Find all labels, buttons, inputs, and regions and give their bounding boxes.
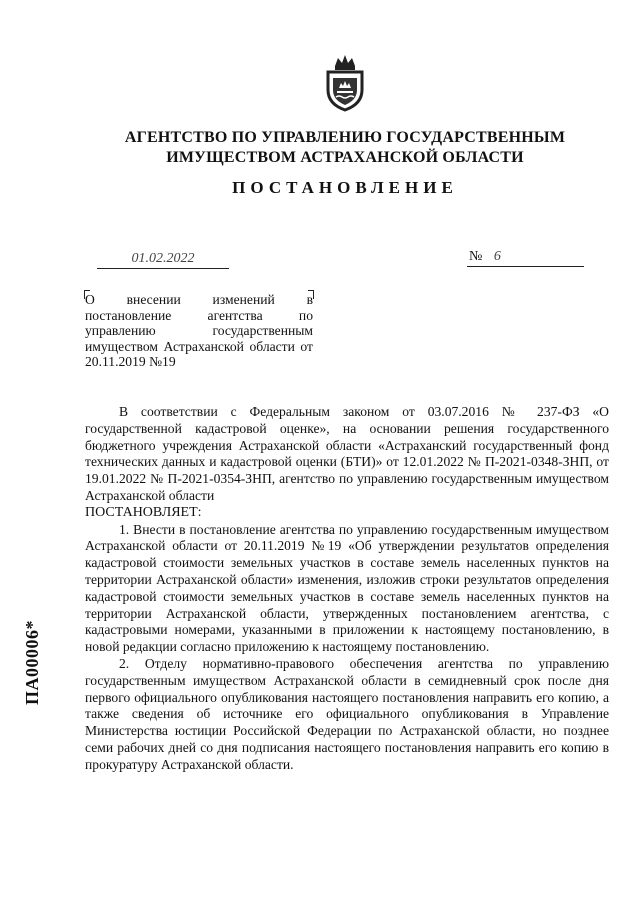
document-number: 6 <box>493 249 501 264</box>
resolve-heading: ПОСТАНОВЛЯЕТ: <box>85 504 202 520</box>
organization-line-2: ИМУЩЕСТВОМ АСТРАХАНСКОЙ ОБЛАСТИ <box>166 149 524 166</box>
side-registration-stamp: ПА00006* <box>22 620 42 705</box>
item-paragraph-2: 2. Отделу нормативно-правового обеспечения агентства по управлению государственным имуществом Астраханской области в семидневный срок после дня первого официального опубликования настоящего постановления направить его копию, а также сведения об источнике его официального опубликования в Управление Министерства юстиции Российской Федерации по Астраханской области, но позднее семи рабочих дней со дня подписания настоящего постановления направить его копию в прокуратуру Астраханской области. <box>85 655 609 772</box>
document-number-field <box>467 248 584 267</box>
document-type: ПОСТАНОВЛЕНИЕ <box>232 178 458 197</box>
document-body <box>85 404 609 774</box>
coat-of-arms-icon <box>322 52 368 114</box>
document-date: 01.02.2022 <box>97 250 229 269</box>
organization-line-1: АГЕНТСТВО ПО УПРАВЛЕНИЮ ГОСУДАРСТВЕННЫМ <box>124 129 566 146</box>
organization-title <box>120 128 570 168</box>
item-paragraph-1: 1. Внести в постановление агентства по управлению государственным имуществом Астраханской области от 20.11.2019 №19 «Об утверждении результатов определения кадастровой стоимости земельных участков в составе земель населенных пунктов на территории Астраханской области» изменения, изложив строки результатов определения кадастровой стоимости земельных участков в составе земель населенных пунктов на территории Астраханской области, утвержденных постановлением агентства, с кадастровыми номерами, указанными в приложении к настоящему постановлению, в новой редакции согласно приложению к настоящему постановлению. <box>85 521 609 655</box>
document-subject: О внесении изменений в постановление агентства по управлению государственным имуществом Астраханской области от 20.11.2019 №19 <box>85 292 313 369</box>
preamble-paragraph: В соответствии с Федеральным законом от 03.07.2016 № 237-ФЗ «О государственной кадастровой оценке», на основании решения государственного бюджетного учреждения Астраханской области «Астраханский государственный фонд технических данных и кадастровой оценки (БТИ)» от 12.01.2022 № П-2021-0348-ЗНП, от 19.01.2022 № П-2021-0354-ЗНП, агентство по управлению государственным имуществом Астраханской области <box>85 404 609 503</box>
number-sign: № <box>469 249 483 264</box>
